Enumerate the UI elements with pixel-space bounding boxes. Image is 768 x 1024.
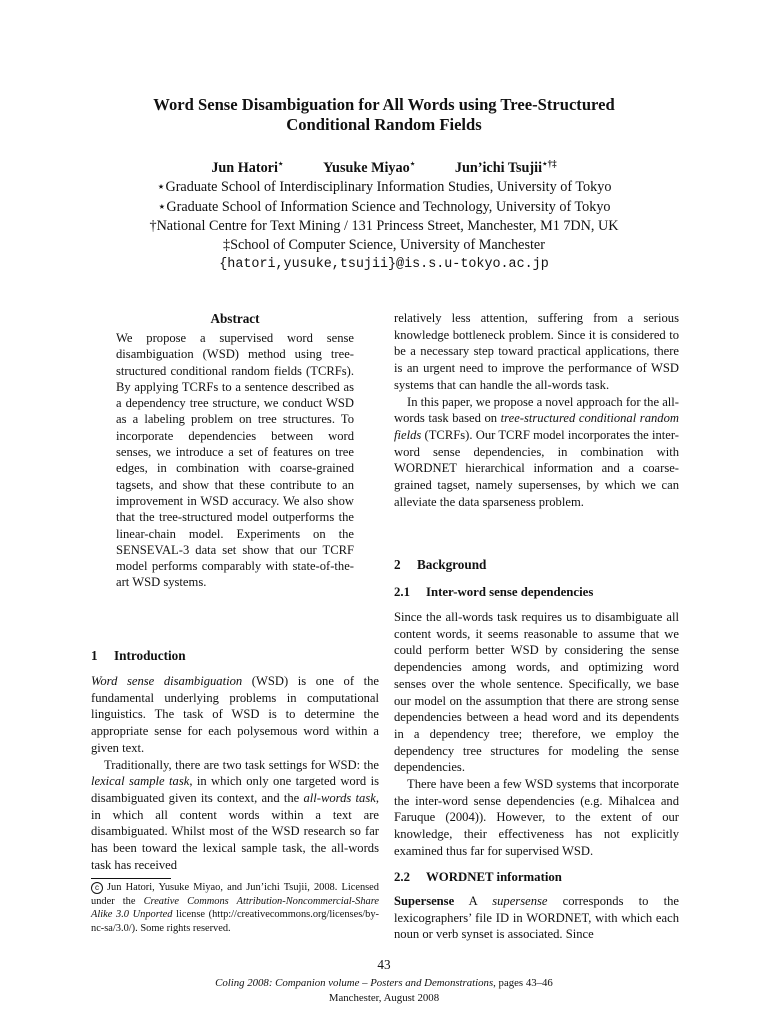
intro-body (91, 673, 379, 873)
author-email: {hatori,yusuke,tsujii}@is.s.u-tokyo.ac.jp (219, 257, 549, 273)
affiliation-4: ‡School of Computer Science, University of Manchester (223, 237, 545, 254)
author-2: Yusuke Miyao⋆ (323, 158, 416, 176)
affiliation-1: ⋆Graduate School of Interdisciplinary Information Studies, University of Tokyo (156, 179, 612, 196)
author-3: Jun’ichi Tsujii⋆†‡ (454, 158, 557, 176)
page-number: 43 (377, 957, 391, 972)
section-introduction-heading: 1 Introduction (91, 648, 186, 663)
right-paragraph-3: Since the all-words task requires us to disambiguate all content words, it seems reasonable to assume that we could perform better WSD by considering the sense dependencies among words, and optimizing word senses over the whole sentence. Specifically, we base our model on the assumption that there are strong sense dependencies between a head word and its dependents in a dependency tree; therefore, we employ the dependency tree structures for modeling the sense dependencies. (394, 610, 679, 775)
right-paragraph-2: In this paper, we propose a novel approach for the all-words task based on tree-structured conditional random fields (TCRFs). Our TCRF model incorporates the inter-word sense dependencies, in combination with WORDNET hierarchical information and a coarse-grained tagset, namely supersenses, by which we can alleviate the data sparseness problem. (394, 394, 679, 509)
author-block (80, 159, 688, 275)
affiliation-2: ⋆Graduate School of Information Science and Technology, University of Tokyo (157, 198, 611, 215)
author-names (80, 159, 688, 178)
abstract-text: We propose a supervised word sense disambiguation (WSD) method using tree-structured conditional random fields (TCRFs). By applying TCRFs to a sentence described as a dependency tree structure, we conduct WSD as a labeling problem on tree structures. To incorporate dependencies between word senses, we introduce a set of features on tree edges, in combination with coarse-grained tagsets, and show that these contribute to an improvement in WSD accuracy. We also show that the tree-structured model outperforms the linear-chain model. Experiments on the SENSEVAL-3 data set show that our TCRF model performs comparably with state-of-the-art WSD systems. (116, 331, 354, 590)
affiliation-3: †National Centre for Text Mining / 131 Princess Street, Manchester, M1 7DN, UK (149, 217, 619, 234)
footnote-rule (91, 878, 171, 879)
right-paragraph-1: relatively less attention, suffering from a serious knowledge bottleneck problem. Since it is considered to be a necessary step toward practical applications, there is an urgent need to improve the performance of WSD systems that can handle the all-words task. (394, 311, 679, 392)
venue-line: Coling 2008: Companion volume – Posters and Demonstrations, pages 43–46 (215, 977, 553, 989)
copyright-icon: c (91, 882, 103, 894)
venue-place: Manchester, August 2008 (328, 992, 440, 1004)
intro-paragraph-1: Word sense disambiguation (WSD) is one of the fundamental underlying problems in computational linguistics. The task of WSD is to determine the appropriate sense for each polysemous word within a given text. (91, 674, 379, 755)
author-1: Jun Hatori⋆ (211, 158, 284, 176)
abstract-heading: Abstract (210, 311, 260, 326)
copyright-footnote: c Jun Hatori, Yusuke Miyao, and Jun’ichi Tsujii, 2008. Licensed under the Creative Commons Attribution-Noncommercial-Share Alike 3.0 Unported license (http://creativecommons.org/licenses/by-nc-sa/3.0/). Some rights reserved. (91, 882, 379, 934)
right-column-bottom (394, 893, 679, 943)
section-background-heading: 2 Background (394, 557, 487, 572)
paper-title (80, 95, 688, 135)
subsection-2-2-heading: 2.2 WORDNET information (394, 870, 562, 884)
right-column-middle (394, 609, 679, 860)
title-line-1: Word Sense Disambiguation for All Words using Tree-Structured (153, 95, 615, 114)
right-column-top (394, 310, 679, 510)
title-line-2: Conditional Random Fields (286, 115, 482, 134)
venue-footer (0, 976, 768, 1006)
intro-paragraph-2: Traditionally, there are two task settings for WSD: the lexical sample task, in which only one targeted word is disambiguated given its context, and the all-words task, in which all content words within a text are disambiguated. Whilst most of the WSD research so far has been toward the lexical sample task, the all-words task has received (91, 757, 379, 872)
subsection-2-1-heading: 2.1 Inter-word sense dependencies (394, 585, 594, 599)
right-paragraph-5: Supersense A supersense corresponds to the lexicographers’ file ID in WORDNET, with which each noun or verb synset is associated. Since (394, 894, 679, 942)
right-paragraph-4: There have been a few WSD systems that incorporate the inter-word sense dependencies (e.g. Mihalcea and Faruque (2004)). However, to the extent of our knowledge, their effectiveness has not explicitly examined thus far for supervised WSD. (394, 777, 679, 858)
